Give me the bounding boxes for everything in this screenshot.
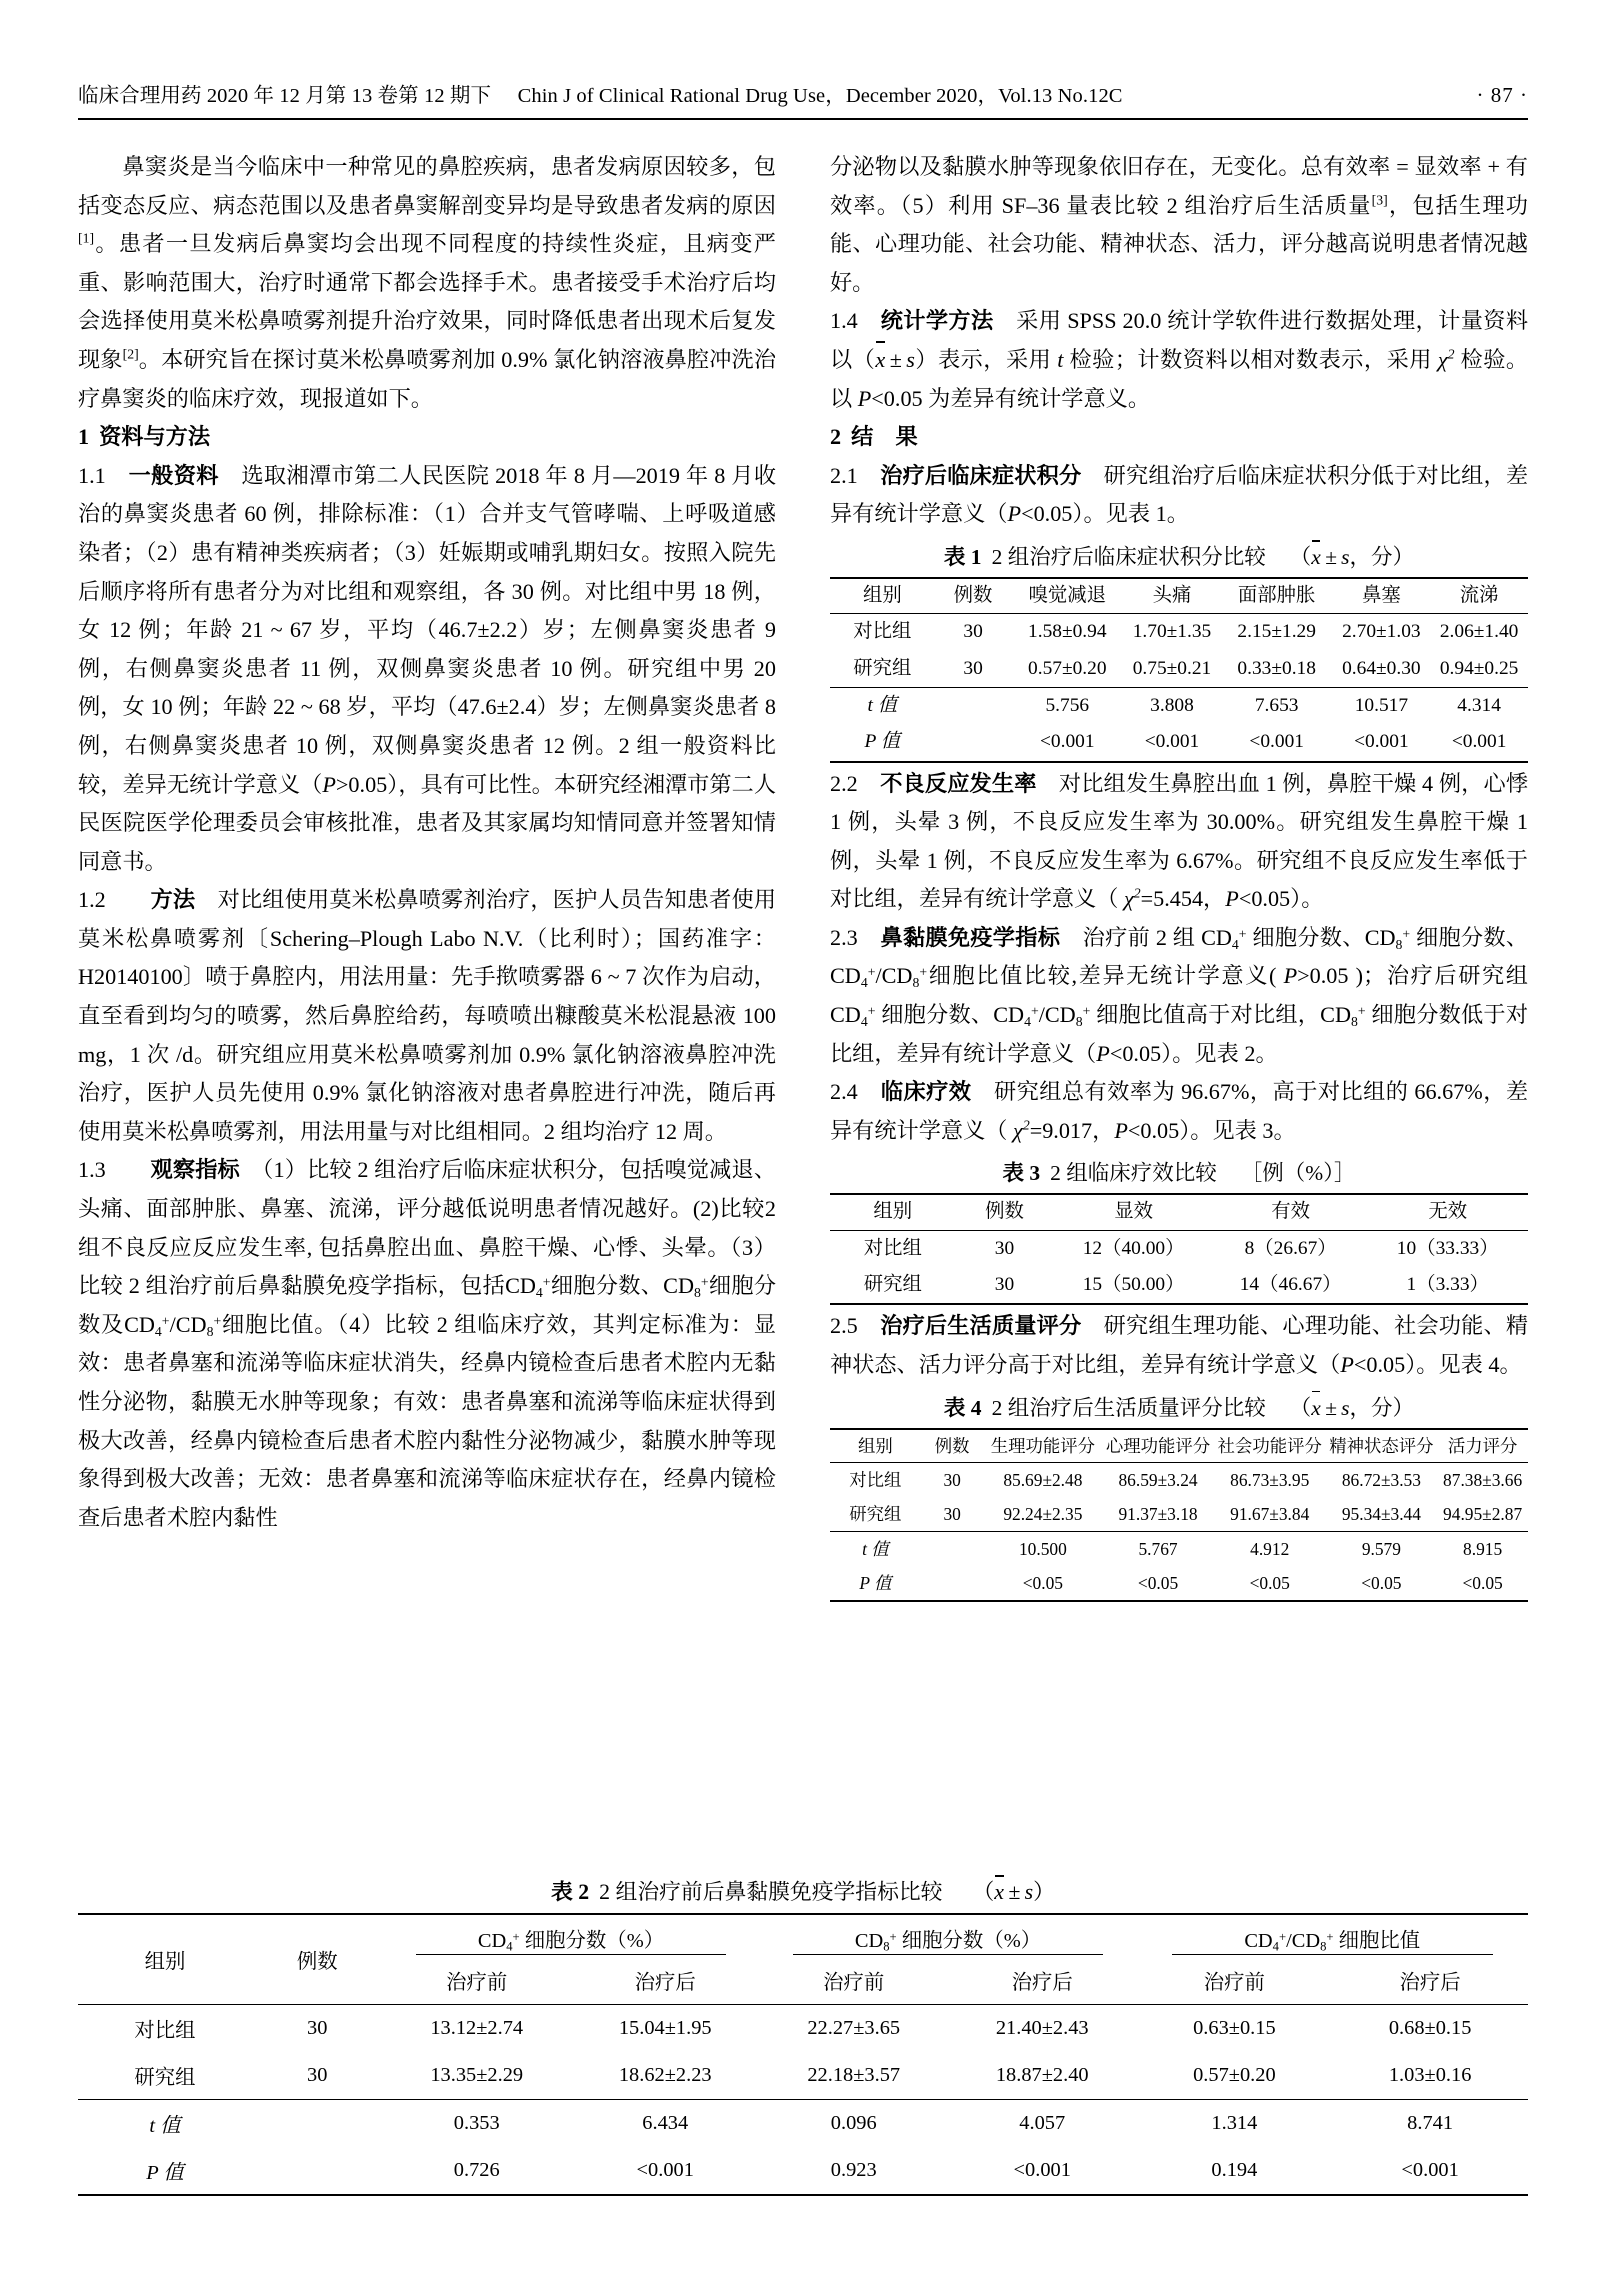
continued-text-a: 分泌物以及黏膜水肿等现象依旧存在，无变化。总有效率 = 显效率 + 有效率。（5）利用 SF–36 量表比较 2 组治疗后生活质量 — [830, 154, 1528, 218]
table-4-t-c5: 9.579 — [1326, 1531, 1438, 1566]
subsection-1-3-body-b: 细胞分数、 — [550, 1273, 664, 1299]
table-3-col-ineffective: 无效 — [1367, 1194, 1528, 1230]
table-row — [830, 1566, 1528, 1601]
table-2-sub-cd4-pre: 治疗前 — [446, 1972, 508, 1994]
cd8-marker-2: $CD_8^+$ — [1364, 924, 1411, 952]
cd8-marker-1: $CD_8^+$ — [663, 1273, 709, 1301]
table-1-col-smell: 嗅觉减退 — [1011, 578, 1123, 614]
table-2-r0-c1: 30 — [252, 2005, 383, 2053]
section-heading-1 — [78, 418, 776, 457]
header-rule — [78, 118, 1528, 120]
subsection-1-4-number: 1.4 — [830, 308, 858, 334]
subsection-2-4-b: =9.017， — [1029, 1117, 1115, 1143]
table-4-r0-c6: 87.38±3.66 — [1437, 1462, 1528, 1497]
table-2-r1-c5: 18.87±2.40 — [995, 2064, 1089, 2086]
subsection-2-3-b: 细胞分数、 — [1246, 924, 1365, 950]
subsection-2-2-number: 2.2 — [830, 770, 858, 796]
table-1-r0-c6: 2.06±1.40 — [1430, 614, 1528, 651]
subsection-1-2-body: 对比组使用莫米松鼻喷雾剂治疗，医护人员告知患者使用莫米松鼻喷雾剂〔Schering–Plough Labo N.V.（比利时）；国药准字：H20140100〕喷于鼻腔内，用法用量：先手揿喷雾器 6 ~ 7 次作为启动，直至看到均匀的喷雾，然后鼻腔给药，每喷喷出糠酸莫米松混悬液 100 mg，1 次 /d。研究组应用莫米松鼻喷雾剂加 0.9% 氯化钠溶液鼻腔冲洗治疗，医护人员先使用 0.9% 氯化钠溶液对患者鼻腔进行冲洗，随后再使用莫米松鼻喷雾剂，用法用量与对比组相同。2 组均治疗 12 周。 — [78, 887, 777, 1144]
subsection-2-3-d: 细胞比值比较,差异无统计学意义( — [927, 963, 1284, 989]
table-1-number: 表 1 — [943, 544, 982, 569]
page-number: · 87 · — [1476, 83, 1528, 107]
table-4-p-c3: <0.05 — [1102, 1566, 1214, 1601]
table-4-caption — [830, 1391, 1528, 1425]
table-4-t-c2: 10.500 — [984, 1531, 1103, 1566]
chi-square-symbol-1: $\chi^2$ — [1437, 346, 1455, 372]
table-2-units: （x ± s） — [972, 1880, 1055, 1904]
table-2-r1-c4: 22.18±3.57 — [807, 2064, 901, 2086]
table-4-t-c1 — [921, 1531, 984, 1566]
table-2-sub-ratio-post: 治疗后 — [1399, 1972, 1461, 1994]
section-1-title: 资料与方法 — [99, 424, 211, 450]
table-2-t-c7: 8.741 — [1332, 2100, 1528, 2148]
table-2-r1-c2: 13.35±2.29 — [430, 2064, 524, 2086]
subsection-1-1-body-a: 选取湘潭市第二人民医院 2018 年 8 月—2019 年 8 月收治的鼻窦炎患者 60 例，排除标准：（1）合并支气管哮喘、上呼吸道感染者；（2）患有精神类疾病者；（3）妊娠期或哺乳期妇女。按照入院先后顺序将所有患者分为对比组和观察组，各 30 例。对比组中男 18 例，女 12 例；年龄 21 ~ 67 岁，平均（46.7±2.2）岁；左侧鼻窦炎患者 9 例，右侧鼻窦炎患者 11 例，双侧鼻窦炎患者 10 例。研究组中男 20 例，女 10 例；年龄 22 ~ 68 岁，平均（47.6±2.4）岁；左侧鼻窦炎患者 8 例，右侧鼻窦炎患者 10 例，双侧鼻窦炎患者 12 例。2 组一般资料比较，差异无统计学意义（ — [78, 462, 777, 797]
subsection-1-3 — [78, 1151, 776, 1537]
table-2-t-c5: 4.057 — [948, 2100, 1137, 2148]
subsection-2-3-a: 治疗前 2 组 — [1082, 924, 1202, 950]
table-4-number: 表 4 — [943, 1395, 982, 1420]
table-2-p-c5: <0.001 — [948, 2147, 1137, 2195]
table-1-col-nasal-congestion: 鼻塞 — [1333, 578, 1431, 614]
table-2-grp-ratio: $CD_4^+/CD_8^+$ 细胞比值 — [1137, 1914, 1529, 1957]
table-1-r1-c2: 0.57±0.20 — [1028, 657, 1107, 679]
subsection-1-4 — [830, 302, 1528, 418]
table-4-p-c2: <0.05 — [984, 1566, 1103, 1601]
table-1-t-label: t 值 — [830, 687, 935, 724]
table-4-t-c6: 8.915 — [1437, 1531, 1528, 1566]
subsection-2-1-title: 治疗后临床症状积分 — [880, 462, 1082, 488]
table-3-col-effective: 有效 — [1214, 1194, 1368, 1230]
table-1-r1-c5: 0.64±0.30 — [1342, 657, 1421, 679]
table-2-r0-c2: 13.12±2.74 — [383, 2005, 572, 2053]
subsection-1-1-number: 1.1 — [78, 462, 106, 488]
section-1-number: 1 — [78, 424, 90, 450]
reference-marker-2: [2] — [122, 346, 139, 362]
table-1-r0-c1: 30 — [935, 614, 1012, 651]
subsection-2-3 — [830, 919, 1528, 1073]
continued-text-b: ，包括生理功能、心理功能、社会功能、精神状态、活力，评分越高说明患者情况越好。 — [830, 192, 1528, 295]
table-1-r1-c6: 0.94±0.25 — [1439, 657, 1519, 679]
subsection-2-1-body-a: 研究组治疗后临床症状积分低于对比组，差异有统计学意义（ — [830, 462, 1529, 527]
subsection-2-2-body-c: <0.05）。 — [1238, 886, 1324, 912]
running-head-left — [78, 78, 1123, 108]
subsection-2-4-a: 研究组总有效率为 96.67%，高于对比组的 66.67%，差异有统计学意义（ — [830, 1079, 1529, 1143]
cd4-cd8-ratio-3: $CD_4^+/CD_8^+$ — [993, 1002, 1091, 1029]
subsection-2-5 — [830, 1307, 1528, 1384]
table-3-r1-c1: 30 — [956, 1267, 1054, 1304]
table-3-title: 2 组临床疗效比较 — [1050, 1161, 1217, 1186]
table-3-header-row — [830, 1194, 1528, 1230]
table-1-t-c6: 4.314 — [1430, 687, 1528, 724]
p-symbol-2: P — [857, 385, 872, 411]
subsection-1-4-body-c: 检验；计数资料以相对数表示，采用 — [1063, 346, 1438, 372]
table-1-p-c2: <0.001 — [1011, 724, 1123, 761]
table-3-r1-c3: 14（46.67） — [1214, 1267, 1368, 1304]
table-3-r0-c3: 8（26.67） — [1214, 1230, 1368, 1267]
running-head-chinese: 临床合理用药 2020 年 12 月第 13 卷第 12 期下 — [78, 85, 492, 107]
xbar-s-symbol-1: x ± s — [875, 347, 915, 372]
table-row — [78, 2147, 1528, 2195]
p-symbol-8: P — [1340, 1351, 1354, 1377]
table-2-r0-c6: 0.63±0.15 — [1137, 2005, 1333, 2053]
right-column — [830, 148, 1528, 1604]
table-2-r1-c3: 18.62±2.23 — [618, 2064, 712, 2086]
table-3-units: ［例（%）］ — [1240, 1161, 1356, 1186]
intro-paragraph — [78, 148, 776, 418]
table-4-p-c5: <0.05 — [1326, 1566, 1438, 1601]
subsection-1-4-body-a: 采用 SPSS 20.0 统计学软件进行数据处理，计量资料以（ — [830, 308, 1529, 372]
table-3-col-group: 组别 — [830, 1194, 956, 1230]
table-4-r1-c1: 30 — [943, 1503, 961, 1524]
table-row — [830, 651, 1528, 688]
table-4-col-social: 社会功能评分 — [1214, 1429, 1326, 1463]
table-4-units: （x ± s，分） — [1290, 1396, 1414, 1420]
table-3-col-n: 例数 — [956, 1194, 1054, 1230]
table-2-col-n: 例数 — [252, 1914, 383, 2005]
table-4-p-c1 — [921, 1566, 984, 1601]
subsection-2-1-number: 2.1 — [830, 462, 858, 488]
table-row — [830, 1497, 1528, 1532]
table-2-sub-cd8-post: 治疗后 — [1011, 1972, 1073, 1994]
table-4-col-mental-state: 精神状态评分 — [1326, 1429, 1438, 1463]
table-4-col-n: 例数 — [921, 1429, 984, 1463]
table-3-r1-c0: 研究组 — [830, 1267, 956, 1304]
table-1-wrapper — [830, 540, 1528, 763]
table-1-p-c6: <0.001 — [1430, 724, 1528, 761]
table-1-header-row — [830, 578, 1528, 614]
cd4-marker-2: $CD_4^+$ — [1201, 924, 1247, 952]
table-2-r0-c0: 对比组 — [78, 2005, 252, 2053]
table-4-r0-c5: 86.72±3.53 — [1326, 1462, 1438, 1497]
table-4 — [830, 1428, 1528, 1602]
table-2-sub-ratio-pre: 治疗前 — [1203, 1972, 1265, 1994]
table-4-p-c6: <0.05 — [1437, 1566, 1528, 1601]
table-2-grp-cd8: $CD_8^+$ 细胞分数（%） — [760, 1914, 1137, 1957]
table-2-sub-cd4-post: 治疗后 — [634, 1972, 696, 1994]
table-1-col-facial-swelling: 面部肿胀 — [1221, 578, 1333, 614]
subsection-2-3-i: <0.05）。见表 2。 — [1109, 1040, 1278, 1066]
table-4-r1-c0: 研究组 — [849, 1503, 902, 1524]
table-4-col-psychological: 心理功能评分 — [1102, 1429, 1214, 1463]
table-row — [830, 1531, 1528, 1566]
table-2-p-c2: 0.726 — [383, 2147, 572, 2195]
p-symbol-5: P — [1283, 963, 1298, 989]
table-row — [830, 1267, 1528, 1304]
subsection-2-1-body-b: <0.05）。见表 1。 — [1021, 501, 1189, 527]
table-1-col-group: 组别 — [830, 578, 935, 614]
table-4-r1-c4: 91.67±3.84 — [1230, 1503, 1310, 1524]
table-2-t-c1 — [252, 2100, 383, 2148]
table-2-p-c6: 0.194 — [1137, 2147, 1333, 2195]
table-4-p-label: P 值 — [830, 1566, 921, 1601]
table-4-r1-c5: 95.34±3.44 — [1341, 1503, 1421, 1524]
cd4-marker-1: $CD_4^+$ — [505, 1273, 551, 1301]
subsection-1-2-number: 1.2 — [78, 887, 106, 913]
table-3 — [830, 1193, 1528, 1305]
table-1-p-label: P 值 — [830, 724, 935, 761]
table-2-caption — [78, 1875, 1528, 1909]
table-4-col-vitality: 活力评分 — [1437, 1429, 1528, 1463]
table-2-r1-c7: 1.03±0.16 — [1388, 2064, 1472, 2086]
table-2-r0-c3: 15.04±1.95 — [571, 2005, 760, 2053]
table-2-r0-c7: 0.68±0.15 — [1332, 2005, 1528, 2053]
subsection-1-2 — [78, 881, 776, 1151]
continued-paragraph — [830, 148, 1528, 302]
subsection-2-1 — [830, 457, 1528, 534]
table-1-r1-c4: 0.33±0.18 — [1237, 657, 1316, 679]
table-1-p-c5: <0.001 — [1333, 724, 1431, 761]
subsection-2-4-number: 2.4 — [830, 1079, 858, 1105]
subsection-1-3-number: 1.3 — [78, 1157, 106, 1183]
running-head — [78, 78, 1528, 112]
table-4-r0-c3: 86.59±3.24 — [1102, 1462, 1214, 1497]
table-1-r0-c3: 1.70±1.35 — [1123, 614, 1221, 651]
table-1-caption — [830, 540, 1528, 574]
subsection-2-3-e: >0.05 )；治疗后研究组 — [1297, 963, 1528, 989]
table-4-col-group: 组别 — [830, 1429, 921, 1463]
subsection-2-4 — [830, 1073, 1528, 1150]
cd4-cd8-ratio-1: $CD_4^+/CD_8^+$ — [124, 1311, 222, 1339]
chi-square-symbol-2: $\chi^2$ — [1123, 885, 1141, 912]
table-2-t-c3: 6.434 — [571, 2100, 760, 2148]
table-2-t-c4: 0.096 — [760, 2100, 949, 2148]
subsection-2-5-b: <0.05）。见表 4。 — [1353, 1351, 1522, 1377]
table-3-r0-c1: 30 — [956, 1230, 1054, 1267]
intro-text-a: 鼻窦炎是当今临床中一种常见的鼻腔疾病，患者发病原因较多，包括变态反应、病态范围以及患者鼻窦解剖变异均是导致患者发病的原因 — [78, 154, 776, 218]
p-symbol-3: P — [1007, 501, 1022, 527]
table-4-t-c4: 4.912 — [1214, 1531, 1326, 1566]
table-4-r1-c6: 94.95±2.87 — [1443, 1503, 1523, 1524]
table-1-t-c2: 5.756 — [1011, 687, 1123, 724]
table-row — [78, 2100, 1528, 2148]
subsection-1-3-body-a: （1）比较 2 组治疗后临床症状积分，包括嗅觉减退、头痛、面部肿胀、鼻塞、流涕，评分越低说明患者情况越好。(2)比较2组不良反应反应发生率, 包括鼻腔出血、鼻腔干燥、心悸、头晕。（3）比较 2 组治疗前后鼻黏膜免疫学指标，包括 — [78, 1157, 777, 1299]
table-1-r1-c0: 研究组 — [853, 657, 912, 679]
subsection-2-3-number: 2.3 — [830, 924, 858, 950]
table-2-r0-c4: 22.27±3.65 — [760, 2005, 949, 2053]
table-1-units: （x ± s，分） — [1290, 545, 1414, 569]
table-1-r1-c1: 30 — [963, 657, 983, 679]
table-1-p-c4: <0.001 — [1221, 724, 1333, 761]
subsection-2-4-title: 临床疗效 — [880, 1079, 972, 1105]
subsection-1-4-body-e: <0.05 为差异有统计学意义。 — [871, 385, 1151, 411]
subsection-2-3-c: 细胞分数、 — [1410, 924, 1529, 950]
table-1-r0-c0: 对比组 — [830, 614, 935, 651]
table-3-r1-c4: 1（3.33） — [1367, 1267, 1528, 1304]
table-1-r1-c3: 0.75±0.21 — [1132, 657, 1212, 679]
subsection-1-1-body-b: >0.05），具有可比性。本研究经湘潭市第二人民医院医学伦理委员会审核批准，患者及其家属均知情同意并签署知情同意书。 — [78, 771, 777, 874]
table-1-p-c1 — [935, 724, 1012, 761]
table-1-r0-c4: 2.15±1.29 — [1221, 614, 1333, 651]
cd8-marker-3: $CD_8^+$ — [1320, 1002, 1366, 1029]
table-1-t-c3: 3.808 — [1123, 687, 1221, 724]
table-1-col-headache: 头痛 — [1123, 578, 1221, 614]
table-3-col-markedly-effective: 显效 — [1053, 1194, 1214, 1230]
section-heading-2 — [830, 418, 1528, 457]
p-symbol-4: P — [1225, 886, 1239, 912]
table-2-p-c4: 0.923 — [760, 2147, 949, 2195]
table-row — [78, 2005, 1528, 2053]
table-1-r0-c5: 2.70±1.03 — [1333, 614, 1431, 651]
table-1-t-c1 — [935, 687, 1012, 724]
table-2-p-c7: <0.001 — [1332, 2147, 1528, 2195]
table-2 — [78, 1913, 1528, 2196]
table-row — [830, 614, 1528, 651]
table-2-r1-c1: 30 — [307, 2064, 328, 2086]
subsection-2-2-body-b: =5.454， — [1140, 886, 1226, 912]
subsection-1-3-body-c: 细胞分数及 — [78, 1273, 777, 1337]
table-2-header-row-1 — [78, 1914, 1528, 1957]
subsection-2-2-title: 不良反应发生率 — [880, 770, 1037, 796]
subsection-2-4-c: <0.05）。见表 3。 — [1127, 1117, 1296, 1143]
section-2-number: 2 — [830, 424, 842, 450]
table-2-t-label: t 值 — [78, 2100, 252, 2148]
subsection-1-4-body-b: ）表示，采用 — [914, 346, 1058, 372]
reference-marker-3: [3] — [1371, 192, 1388, 208]
table-row — [78, 2052, 1528, 2100]
table-4-t-label: t 值 — [830, 1531, 921, 1566]
section-2-title: 结 果 — [851, 424, 918, 450]
t-symbol-1: t — [1057, 346, 1064, 372]
intro-text-c: 。本研究旨在探讨莫米松鼻喷雾剂加 0.9% 氯化钠溶液鼻腔冲洗治疗鼻窦炎的临床疗效，现报道如下。 — [78, 346, 777, 411]
subsection-2-5-title: 治疗后生活质量评分 — [880, 1313, 1082, 1339]
table-2-number: 表 2 — [551, 1880, 590, 1904]
table-row — [830, 724, 1528, 761]
p-symbol-7: P — [1114, 1117, 1128, 1143]
subsection-2-2-body-a: 对比组发生鼻腔出血 1 例，鼻腔干燥 4 例，心悸 1 例，头晕 3 例，不良反应发生率为 30.00%。研究组发生鼻腔干燥 1 例，头晕 1 例，不良反应发生率为 6.67%。研究组不良反应发生率低于对比组，差异有统计学意义（ — [830, 770, 1529, 912]
subsection-2-2 — [830, 765, 1528, 919]
p-symbol-6: P — [1096, 1040, 1110, 1066]
table-3-wrapper — [830, 1156, 1528, 1305]
table-2-p-label: P 值 — [78, 2147, 252, 2195]
table-3-number: 表 3 — [1002, 1161, 1041, 1186]
table-1-t-c4: 7.653 — [1221, 687, 1333, 724]
table-2-r0-c5: 21.40±2.43 — [948, 2005, 1137, 2053]
subsection-1-2-title: 方法 — [150, 887, 196, 913]
subsection-2-5-number: 2.5 — [830, 1313, 858, 1339]
table-4-r1-c2: 92.24±2.35 — [1003, 1503, 1083, 1524]
table-2-p-c3: <0.001 — [571, 2147, 760, 2195]
table-row — [830, 1462, 1528, 1497]
table-4-r0-c4: 86.73±3.95 — [1214, 1462, 1326, 1497]
subsection-2-3-h: 细胞分数低于对比组，差异有统计学意义（ — [830, 1002, 1529, 1066]
table-3-r0-c0: 对比组 — [830, 1230, 956, 1267]
table-4-r0-c1: 30 — [921, 1462, 984, 1497]
table-1-title: 2 组治疗后临床症状积分比较 — [991, 544, 1266, 569]
table-4-header-row — [830, 1429, 1528, 1463]
reference-marker-1: [1] — [78, 230, 95, 246]
table-3-r0-c2: 12（40.00） — [1053, 1230, 1214, 1267]
subsection-1-1 — [78, 457, 776, 882]
table-1-r0-c2: 1.58±0.94 — [1011, 614, 1123, 651]
subsection-1-4-body-d: 检验。以 — [830, 346, 1529, 411]
running-head-english: Chin J of Clinical Rational Drug Use，December 2020，Vol.13 No.12C — [517, 85, 1123, 107]
table-1-col-runny-nose: 流涕 — [1430, 578, 1528, 614]
table-1-t-c5: 10.517 — [1333, 687, 1431, 724]
table-2-t-c2: 0.353 — [383, 2100, 572, 2148]
table-4-col-physical: 生理功能评分 — [984, 1429, 1103, 1463]
subsection-1-1-title: 一般资料 — [128, 462, 219, 488]
subsection-2-3-g: 细胞比值高于对比组， — [1090, 1002, 1321, 1028]
cd4-cd8-ratio-2: $CD_4^+/CD_8^+$ — [830, 963, 928, 991]
table-2-grp-cd4: $CD_4^+$ 细胞分数（%） — [383, 1914, 760, 1957]
table-2-t-c6: 1.314 — [1137, 2100, 1333, 2148]
intro-text-b: 。患者一旦发病后鼻窦均会出现不同程度的持续性炎症，且病变严重、影响范围大，治疗时通常下都会选择手术。患者接受手术治疗后均会选择使用莫米松鼻喷雾剂提升治疗效果，同时降低患者出现术后复发现象 — [78, 231, 776, 372]
table-3-r0-c4: 10（33.33） — [1367, 1230, 1528, 1267]
subsection-2-3-title: 鼻黏膜免疫学指标 — [880, 924, 1061, 950]
table-2-r1-c6: 0.57±0.20 — [1193, 2064, 1276, 2086]
table-2-r1-c0: 研究组 — [134, 2067, 196, 2089]
chi-square-symbol-3: $\chi^2$ — [1013, 1117, 1030, 1143]
table-2-title: 2 组治疗前后鼻黏膜免疫学指标比较 — [599, 1880, 943, 1904]
subsection-1-3-body-d: 细胞比值。（4）比较 2 组临床疗效，其判定标准为：显效：患者鼻塞和流涕等临床症状消失，经鼻内镜检查后患者术腔内无黏性分泌物，黏膜无水肿等现象；有效：患者鼻塞和流涕等临床症状得到极大改善，经鼻内镜检查后患者术腔内黏性分泌物减少，黏膜水肿等现象得到极大改善；无效：患者鼻塞和流涕等临床症状存在，经鼻内镜检查后患者术腔内黏性 — [78, 1311, 776, 1530]
table-4-p-c4: <0.05 — [1214, 1566, 1326, 1601]
p-symbol-1: P — [322, 771, 336, 797]
table-4-r0-c0: 对比组 — [830, 1462, 921, 1497]
table-row — [830, 687, 1528, 724]
subsection-1-4-title: 统计学方法 — [880, 308, 994, 334]
left-column — [78, 148, 776, 1537]
table-3-r1-c2: 15（50.00） — [1053, 1267, 1214, 1304]
table-2-wrapper — [78, 1875, 1528, 2196]
table-4-r0-c2: 85.69±2.48 — [984, 1462, 1103, 1497]
table-3-caption — [830, 1156, 1528, 1190]
subsection-1-3-title: 观察指标 — [150, 1157, 240, 1183]
table-row — [830, 1230, 1528, 1267]
table-4-wrapper — [830, 1391, 1528, 1602]
subsection-2-5-a: 研究组生理功能、心理功能、社会功能、精神状态、活力评分高于对比组，差异有统计学意义（ — [830, 1313, 1529, 1377]
table-4-r1-c3: 91.37±3.18 — [1118, 1503, 1198, 1524]
table-1 — [830, 577, 1528, 763]
table-2-col-group: 组别 — [78, 1914, 252, 2005]
table-1-p-c3: <0.001 — [1123, 724, 1221, 761]
cd4-marker-3: $CD_4^+$ — [830, 1002, 876, 1029]
subsection-2-3-f: 细胞分数、 — [875, 1002, 994, 1028]
table-2-sub-cd8-pre: 治疗前 — [823, 1972, 885, 1994]
table-4-t-c3: 5.767 — [1102, 1531, 1214, 1566]
table-2-p-c1 — [252, 2147, 383, 2195]
table-1-col-n: 例数 — [935, 578, 1012, 614]
table-4-title: 2 组治疗后生活质量评分比较 — [991, 1395, 1266, 1420]
